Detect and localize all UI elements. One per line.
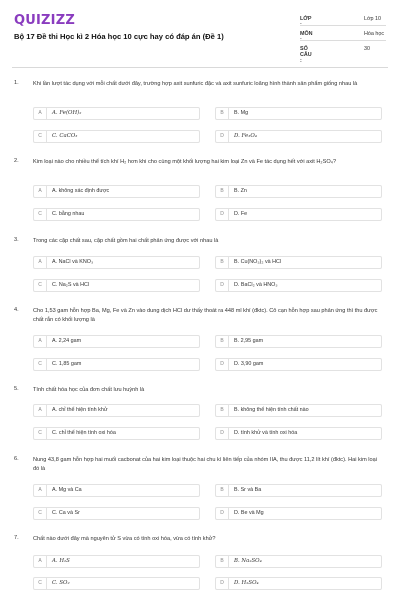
option-text: B. không thể hiện tính chất nào xyxy=(234,407,309,413)
option-b[interactable] xyxy=(215,185,382,198)
option-a[interactable] xyxy=(33,484,200,497)
question-number: 6. xyxy=(14,456,19,462)
option-d[interactable] xyxy=(215,358,382,371)
option-letter: C xyxy=(34,508,47,519)
option-text: A. H₂S xyxy=(52,558,70,564)
option-d[interactable] xyxy=(215,208,382,221)
question-stem: Trong các cặp chất sau, cặp chất gồm hai chất phản ứng được với nhau là xyxy=(33,238,219,244)
option-letter: B xyxy=(216,186,229,197)
meta-subject-value: Hóa học xyxy=(364,31,385,37)
option-letter: A xyxy=(34,186,47,197)
option-text: A. chỉ thể hiện tính khử xyxy=(52,407,108,413)
question-number: 1. xyxy=(14,80,19,86)
option-letter: D xyxy=(216,578,229,589)
option-a[interactable] xyxy=(33,107,200,120)
option-letter: B xyxy=(216,336,229,347)
option-d[interactable] xyxy=(215,577,382,590)
option-text: A. NaCl và KNO₃ xyxy=(52,259,94,265)
option-b[interactable] xyxy=(215,107,382,120)
option-letter: A xyxy=(34,336,47,347)
option-letter: A xyxy=(34,257,47,268)
question-stem: Khi lần lượt tác dụng với mỗi chất dưới đây, trường hợp axit sunfuric đặc và axit sunfuric loãng hình thành sản phẩm giống nhau là xyxy=(33,81,358,87)
option-d[interactable] xyxy=(215,130,382,143)
option-letter: D xyxy=(216,131,229,142)
option-text: A. Fe(OH)₂ xyxy=(52,110,82,116)
option-c[interactable] xyxy=(33,279,200,292)
option-text: B. Na₂SO₄ xyxy=(234,558,262,564)
question-number: 4. xyxy=(14,307,19,313)
question-5 xyxy=(14,386,388,444)
option-text: C. chỉ thể hiện tính oxi hóa xyxy=(52,430,116,436)
option-a[interactable] xyxy=(33,555,200,568)
question-stem: Kim loại nào cho nhiều thể tích khí H₂ hơn khi cho cùng một khối lượng hai kim loại Zn và Fe tác dụng hết với axit H₂SO₄? xyxy=(33,159,337,165)
option-letter: B xyxy=(216,108,229,119)
option-text: B. Mg xyxy=(234,110,249,116)
option-c[interactable] xyxy=(33,507,200,520)
option-c[interactable] xyxy=(33,427,200,440)
option-text: A. 2,24 gam xyxy=(52,338,82,344)
question-number: 3. xyxy=(14,237,19,243)
question-6 xyxy=(14,456,388,522)
quizizz-logo: QUIZIZZ xyxy=(14,13,75,28)
option-letter: C xyxy=(34,428,47,439)
question-stem: Chất nào dưới đây mà nguyên tử S vừa có tính oxi hóa, vừa có tính khử? xyxy=(33,536,216,542)
option-text: C. Ca và Sr xyxy=(52,510,80,516)
question-4 xyxy=(14,307,388,373)
option-letter: C xyxy=(34,359,47,370)
option-a[interactable] xyxy=(33,404,200,417)
meta-divider xyxy=(300,25,386,26)
option-d[interactable] xyxy=(215,279,382,292)
option-letter: B xyxy=(216,405,229,416)
question-3 xyxy=(14,237,388,295)
option-letter: A xyxy=(34,405,47,416)
option-text: B. Sr và Ba xyxy=(234,487,262,493)
option-text: D. BaCl₂ và HNO₃ xyxy=(234,282,278,288)
option-text: B. 2,95 gam xyxy=(234,338,264,344)
question-number: 7. xyxy=(14,535,19,541)
option-text: C. 1,85 gam xyxy=(52,361,82,367)
question-number: 5. xyxy=(14,386,19,392)
header-divider xyxy=(12,67,388,68)
option-letter: A xyxy=(34,485,47,496)
option-b[interactable] xyxy=(215,484,382,497)
option-d[interactable] xyxy=(215,507,382,520)
option-text: D. Fe xyxy=(234,211,248,217)
option-text: D. Fe₃O₄ xyxy=(234,133,257,139)
option-letter: B xyxy=(216,556,229,567)
option-letter: D xyxy=(216,508,229,519)
option-b[interactable] xyxy=(215,555,382,568)
option-b[interactable] xyxy=(215,404,382,417)
option-b[interactable] xyxy=(215,256,382,269)
option-text: D. 3,90 gam xyxy=(234,361,264,367)
option-text: D. tính khử và tính oxi hóa xyxy=(234,430,298,436)
document-header xyxy=(0,0,400,68)
option-text: C. CaCO₃ xyxy=(52,133,78,139)
option-b[interactable] xyxy=(215,335,382,348)
option-text: B. Cu(NO₃)₂ và HCl xyxy=(234,259,282,265)
option-text: C. Na₂S và HCl xyxy=(52,282,90,288)
option-letter: B xyxy=(216,485,229,496)
option-c[interactable] xyxy=(33,577,200,590)
page-title: Bộ 17 Đề thi Học kì 2 Hóa học 10 cực hay có đáp án (Đề 1) xyxy=(14,32,224,41)
question-2 xyxy=(14,158,388,224)
question-7 xyxy=(14,535,388,595)
option-c[interactable] xyxy=(33,208,200,221)
question-1 xyxy=(14,80,388,146)
option-letter: D xyxy=(216,280,229,291)
option-letter: C xyxy=(34,578,47,589)
option-text: A. Mg và Ca xyxy=(52,487,82,493)
option-letter: D xyxy=(216,209,229,220)
option-text: D. H₂SO₄ xyxy=(234,580,259,586)
option-letter: B xyxy=(216,257,229,268)
meta-count-value: 30 xyxy=(364,46,370,52)
option-d[interactable] xyxy=(215,427,382,440)
option-letter: A xyxy=(34,556,47,567)
option-c[interactable] xyxy=(33,358,200,371)
option-text: C. bằng nhau xyxy=(52,211,85,217)
option-text: C. SO₂ xyxy=(52,580,70,586)
question-stem: Nung 43,8 gam hỗn hợp hai muối cacbonat của hai kim loại thuộc hai chu kì liên tiếp của nhóm IIA, thu được 11,2 lít khí (đktc). Hai kim loại đó là xyxy=(33,457,377,472)
option-a[interactable] xyxy=(33,185,200,198)
meta-grade-label: LỚP : xyxy=(300,16,312,28)
option-a[interactable] xyxy=(33,256,200,269)
option-text: D. Be và Mg xyxy=(234,510,264,516)
option-text: A. không xác định được xyxy=(52,188,110,194)
meta-count-label: SỐ CÂU : xyxy=(300,46,312,64)
option-letter: A xyxy=(34,108,47,119)
question-number: 2. xyxy=(14,158,19,164)
option-letter: C xyxy=(34,131,47,142)
meta-grade-value: Lớp 10 xyxy=(364,16,382,22)
question-stem: Cho 1,53 gam hỗn hợp Ba, Mg, Fe và Zn vào dung dịch HCl dư thấy thoát ra 448 ml khí (đktc). Cô cạn hỗn hợp sau phản ứng thì thu được chất rắn có khối lượng là xyxy=(33,308,378,323)
question-stem: Tính chất hóa học của đơn chất lưu huỳnh là xyxy=(33,387,145,393)
option-letter: D xyxy=(216,359,229,370)
option-letter: D xyxy=(216,428,229,439)
option-a[interactable] xyxy=(33,335,200,348)
meta-divider xyxy=(300,40,386,41)
meta-subject-label: MÔN : xyxy=(300,31,313,43)
option-text: B. Zn xyxy=(234,188,247,194)
option-c[interactable] xyxy=(33,130,200,143)
option-letter: C xyxy=(34,209,47,220)
option-letter: C xyxy=(34,280,47,291)
